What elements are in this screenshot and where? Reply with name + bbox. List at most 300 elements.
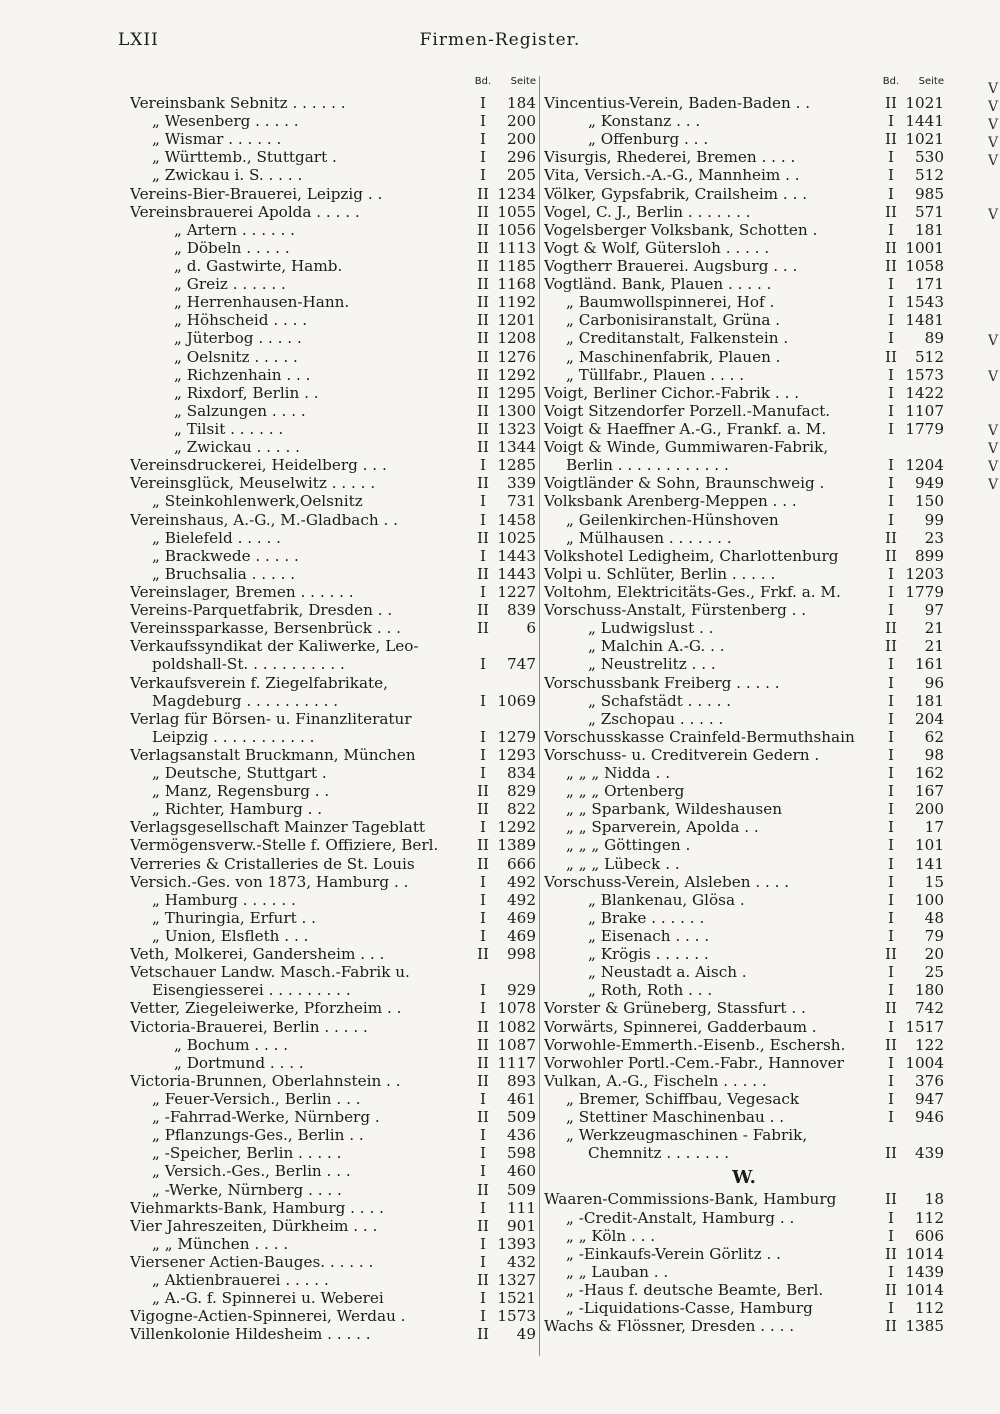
- entry-page: 829: [507, 782, 536, 801]
- entry-name: „ Neustadt a. Aisch .: [588, 963, 747, 982]
- entry-name: Vorster & Grüneberg, Stassfurt . .: [544, 999, 806, 1018]
- entry-volume: II: [885, 945, 897, 964]
- register-entry: [544, 257, 944, 275]
- register-entry: [544, 1190, 944, 1208]
- entry-page: 112: [915, 1299, 944, 1318]
- entry-name: „ Bremer, Schiffbau, Vegesack: [566, 1090, 800, 1109]
- entry-volume: I: [888, 800, 894, 819]
- entry-name: Vogelsberger Volksbank, Schotten .: [544, 220, 818, 239]
- entry-volume: II: [885, 546, 897, 565]
- entry-page: 893: [507, 1071, 536, 1090]
- entry-page: 598: [507, 1144, 536, 1163]
- entry-page: 606: [915, 1226, 944, 1245]
- entry-page: 17: [924, 818, 944, 837]
- entry-page: 512: [915, 166, 944, 185]
- register-entry: [544, 746, 944, 764]
- section-heading: W.: [732, 1167, 756, 1189]
- entry-name: „ d. Gastwirte, Hamb.: [174, 256, 343, 275]
- entry-page: 1300: [497, 401, 536, 420]
- register-entry: [130, 130, 536, 148]
- register-entry: [130, 275, 536, 293]
- entry-page: 141: [915, 854, 944, 873]
- entry-name: Vulkan, A.-G., Fischeln . . . . .: [544, 1071, 767, 1090]
- entry-volume: II: [477, 854, 489, 873]
- entry-page: 1117: [497, 1053, 536, 1072]
- entry-name: „ „ Sparbank, Wildeshausen: [566, 800, 782, 819]
- entry-volume: I: [888, 184, 894, 203]
- entry-name: „ Creditanstalt, Falkenstein .: [566, 329, 789, 348]
- entry-page: 23: [924, 528, 944, 547]
- entry-page: 100: [915, 890, 944, 909]
- bd-column-label: Bd.: [474, 76, 492, 87]
- entry-name: Vincentius-Verein, Baden-Baden . .: [544, 94, 811, 112]
- entry-page: 200: [507, 112, 536, 131]
- entry-volume: II: [477, 275, 489, 294]
- entry-name: „ Tüllfabr., Plauen . . . .: [566, 365, 745, 384]
- entry-name: „ Thuringia, Erfurt . .: [152, 908, 316, 927]
- register-entry: [544, 1108, 944, 1126]
- entry-name: „ Manz, Regensburg . .: [152, 782, 330, 801]
- entry-name: Volpi u. Schlüter, Berlin . . . . .: [544, 564, 776, 583]
- entry-page: 1055: [497, 202, 536, 221]
- register-entry: [130, 855, 536, 873]
- entry-name: Vorwärts, Spinnerei, Gadderbaum .: [544, 1017, 817, 1036]
- entry-volume: I: [888, 383, 894, 402]
- entry-volume: II: [477, 1035, 489, 1054]
- entry-page: 492: [507, 890, 536, 909]
- entry-page: 530: [915, 148, 944, 167]
- entry-volume: II: [477, 293, 489, 312]
- entry-name: „ Pflanzungs-Ges., Berlin . .: [152, 1126, 364, 1145]
- entry-page: 181: [915, 220, 944, 239]
- register-entry: [544, 402, 944, 420]
- entry-name: „ Brackwede . . . . .: [152, 546, 299, 565]
- entry-volume: I: [480, 999, 486, 1018]
- page-number: LXII: [118, 30, 159, 50]
- entry-page: 1443: [497, 546, 536, 565]
- register-entry: [130, 203, 536, 221]
- entry-volume: I: [888, 1108, 894, 1127]
- register-entry: [130, 945, 536, 963]
- entry-page: 1422: [905, 383, 944, 402]
- entry-page: 1204: [905, 456, 944, 475]
- entry-volume: I: [480, 112, 486, 131]
- entry-page: 200: [915, 800, 944, 819]
- entry-volume: II: [885, 637, 897, 656]
- entry-volume: I: [888, 275, 894, 294]
- entry-volume: I: [888, 1071, 894, 1090]
- register-entry: [544, 293, 944, 311]
- seite-column-label: Seite: [510, 76, 536, 87]
- register-entry: [544, 981, 944, 999]
- entry-volume: II: [477, 619, 489, 638]
- register-entry: [130, 818, 536, 836]
- register-entry: [544, 1036, 944, 1054]
- entry-name: Voigt & Haeffner A.-G., Frankf. a. M.: [544, 419, 827, 438]
- entry-name: Verreries & Cristalleries de St. Louis: [130, 854, 415, 873]
- entry-volume: I: [480, 492, 486, 511]
- entry-name: Vita, Versich.-A.-G., Mannheim . .: [544, 166, 800, 185]
- register-entry: [130, 764, 536, 782]
- entry-name: „ Deutsche, Stuttgart .: [152, 764, 327, 783]
- entry-name: „ Offenburg . . .: [588, 130, 709, 149]
- register-entry: [544, 818, 944, 836]
- entry-page: 731: [507, 492, 536, 511]
- entry-name: „ Union, Elsfleth . . .: [152, 927, 309, 946]
- entry-page: 1327: [497, 1271, 536, 1290]
- register-entry: [130, 438, 536, 456]
- edge-letter: V: [988, 81, 999, 97]
- register-entry: [130, 1235, 536, 1253]
- entry-name: Volkshotel Ledigheim, Charlottenburg: [544, 546, 839, 565]
- register-entry: [544, 728, 944, 746]
- entry-volume: I: [888, 1053, 894, 1072]
- entry-page: 181: [915, 691, 944, 710]
- entry-page: 1192: [497, 293, 536, 312]
- register-entry: [130, 583, 536, 601]
- entry-volume: II: [477, 329, 489, 348]
- register-entry: [544, 1090, 944, 1108]
- entry-volume: II: [477, 1271, 489, 1290]
- entry-page: 1021: [905, 130, 944, 149]
- entry-page: 469: [507, 908, 536, 927]
- entry-name: Vogtländ. Bank, Plauen . . . . .: [544, 275, 772, 294]
- entry-page: 460: [507, 1162, 536, 1181]
- entry-page: 18: [924, 1190, 944, 1209]
- register-entry: [544, 329, 944, 347]
- entry-name: „ „ München . . . .: [152, 1234, 289, 1253]
- entry-name: „ Aktienbrauerei . . . . .: [152, 1271, 329, 1290]
- entry-page: 180: [915, 981, 944, 1000]
- register-entry: [544, 511, 944, 529]
- register-entry: [544, 999, 944, 1017]
- entry-name: „ Konstanz . . .: [588, 112, 701, 131]
- entry-page: 48: [924, 908, 944, 927]
- entry-volume: I: [888, 673, 894, 692]
- entry-name: „ „ Köln . . .: [566, 1226, 656, 1245]
- entry-name: „ Neustrelitz . . .: [588, 655, 716, 674]
- register-entry: [130, 293, 536, 311]
- entry-name: Vogtherr Brauerei. Augsburg . . .: [544, 256, 798, 275]
- register-entry: [544, 963, 944, 981]
- entry-page: 171: [915, 275, 944, 294]
- register-entry: [544, 800, 944, 818]
- edge-letter: [988, 404, 1000, 422]
- entry-page: 96: [924, 673, 944, 692]
- register-entry: [130, 1144, 536, 1162]
- entry-name: „ Jüterbog . . . . .: [174, 329, 302, 348]
- entry-volume: I: [888, 1208, 894, 1227]
- edge-letter: [988, 224, 1000, 242]
- entry-volume: II: [477, 256, 489, 275]
- entry-name: Vereins-Bier-Brauerei, Leipzig . .: [130, 184, 383, 203]
- entry-volume: II: [885, 1190, 897, 1209]
- entry-page: 1078: [497, 999, 536, 1018]
- entry-volume: I: [480, 1253, 486, 1271]
- register-entry: [544, 655, 944, 673]
- entry-page: 1069: [497, 691, 536, 710]
- entry-page: 62: [924, 727, 944, 746]
- entry-name: Verlagsgesellschaft Mainzer Tageblatt: [130, 818, 426, 837]
- register-entry: [544, 547, 944, 565]
- entry-page: 1082: [497, 1017, 536, 1036]
- register-entry: [130, 674, 536, 692]
- column-divider: [539, 76, 540, 1356]
- edge-letter: V: [988, 99, 999, 115]
- entry-name: Vereinshaus, A.-G., M.-Gladbach . .: [130, 510, 398, 529]
- entry-volume: II: [477, 238, 489, 257]
- entry-name: „ Geilenkirchen-Hünshoven: [566, 510, 779, 529]
- entry-name: Vorschuss-Verein, Alsleben . . . .: [544, 872, 790, 891]
- register-entry: [130, 909, 536, 927]
- entry-volume: I: [480, 148, 486, 167]
- entry-page: 439: [915, 1144, 944, 1163]
- entry-page: 1517: [905, 1017, 944, 1036]
- entry-name: Volksbank Arenberg-Meppen . . .: [544, 492, 797, 511]
- register-entry: [544, 420, 944, 438]
- edge-letter: [988, 350, 1000, 368]
- entry-name: „ Höhscheid . . . .: [174, 311, 308, 330]
- entry-page: 376: [915, 1071, 944, 1090]
- entry-volume: II: [477, 438, 489, 457]
- entry-name: „ Brake . . . . . .: [588, 908, 705, 927]
- entry-name: „ „ „ Lübeck . .: [566, 854, 680, 873]
- entry-volume: II: [477, 601, 489, 620]
- entry-page: 1014: [905, 1281, 944, 1299]
- entry-volume: II: [477, 311, 489, 330]
- entry-name: Voigt, Berliner Cichor.-Fabrik . . .: [544, 383, 800, 402]
- adjacent-page-edge: [988, 80, 1000, 500]
- edge-letter: [988, 188, 1000, 206]
- entry-page: 296: [507, 148, 536, 167]
- entry-name: Verlag für Börsen- u. Finanzliteratur: [130, 709, 412, 728]
- register-entry: [130, 311, 536, 329]
- entry-name: poldshall-St. . . . . . . . . . .: [152, 655, 345, 674]
- entry-page: 1344: [497, 438, 536, 457]
- entry-page: 1389: [497, 836, 536, 855]
- entry-page: 947: [915, 1090, 944, 1109]
- entry-page: 1185: [497, 256, 536, 275]
- edge-letter: V: [988, 135, 999, 151]
- entry-name: Vereinsglück, Meuselwitz . . . . .: [130, 474, 376, 493]
- edge-letter: [988, 242, 1000, 260]
- entry-name: „ Roth, Roth . . .: [588, 981, 713, 1000]
- entry-page: 1208: [497, 329, 536, 348]
- entry-volume: I: [888, 872, 894, 891]
- entry-page: 1779: [905, 419, 944, 438]
- entry-volume: II: [477, 528, 489, 547]
- entry-volume: II: [885, 347, 897, 366]
- register-entry: [544, 1209, 944, 1227]
- entry-volume: I: [888, 293, 894, 312]
- entry-page: 101: [915, 836, 944, 855]
- entry-volume: I: [480, 872, 486, 891]
- entry-page: 150: [915, 492, 944, 511]
- register-entry: [130, 601, 536, 619]
- edge-letter: [988, 170, 1000, 188]
- entry-volume: I: [888, 582, 894, 601]
- register-entry: [130, 492, 536, 510]
- entry-volume: I: [480, 691, 486, 710]
- register-entry: [544, 565, 944, 583]
- entry-volume: I: [480, 1234, 486, 1253]
- entry-page: 15: [924, 872, 944, 891]
- left-column-header: [130, 76, 536, 94]
- entry-volume: II: [477, 1071, 489, 1090]
- entry-page: 1004: [905, 1053, 944, 1072]
- entry-page: 99: [924, 510, 944, 529]
- register-entry: [130, 94, 536, 112]
- register-entry: [544, 94, 944, 112]
- entry-name: „ -Credit-Anstalt, Hamburg . .: [566, 1208, 795, 1227]
- entry-name: „ -Fahrrad-Werke, Nürnberg .: [152, 1108, 380, 1127]
- register-entry: [130, 782, 536, 800]
- register-entry: [130, 529, 536, 547]
- entry-name: „ Zschopau . . . . .: [588, 709, 724, 728]
- entry-volume: II: [885, 130, 897, 149]
- entry-name: „ Zwickau . . . . .: [174, 438, 300, 457]
- entry-page: 1779: [905, 582, 944, 601]
- entry-page: 1295: [497, 383, 536, 402]
- register-entry: [544, 1281, 944, 1299]
- entry-page: 1292: [497, 365, 536, 384]
- entry-volume: II: [477, 474, 489, 493]
- entry-name: „ Maschinenfabrik, Plauen .: [566, 347, 781, 366]
- register-entry: [130, 384, 536, 402]
- register-entry: [544, 529, 944, 547]
- entry-volume: I: [888, 510, 894, 529]
- entry-volume: II: [477, 220, 489, 239]
- register-entry: [130, 257, 536, 275]
- entry-name: „ Malchin A.-G. . .: [588, 637, 725, 656]
- entry-name: Chemnitz . . . . . . .: [588, 1144, 730, 1163]
- entry-volume: I: [888, 655, 894, 674]
- entry-volume: I: [480, 1307, 486, 1326]
- entry-page: 901: [507, 1216, 536, 1235]
- entry-volume: I: [888, 166, 894, 185]
- entry-name: „ Bruchsalia . . . . .: [152, 564, 296, 583]
- register-entry: [130, 112, 536, 130]
- entry-page: 571: [915, 202, 944, 221]
- entry-volume: I: [888, 981, 894, 1000]
- entry-name: Vermögensverw.-Stelle f. Offiziere, Berl.: [130, 836, 439, 855]
- entry-page: 1292: [497, 818, 536, 837]
- register-entry: [130, 221, 536, 239]
- entry-name: „ Rixdorf, Berlin . .: [174, 383, 319, 402]
- entry-volume: I: [888, 691, 894, 710]
- entry-name: „ Greiz . . . . . .: [174, 275, 286, 294]
- entry-page: 1443: [497, 564, 536, 583]
- entry-page: 1385: [905, 1317, 944, 1336]
- register-entry: [130, 239, 536, 257]
- entry-page: 509: [507, 1108, 536, 1127]
- entry-name: „ Schafstädt . . . . .: [588, 691, 732, 710]
- register-entry: [130, 619, 536, 637]
- entry-name: „ Bielefeld . . . . .: [152, 528, 282, 547]
- register-entry: [544, 474, 944, 492]
- entry-page: 1293: [497, 745, 536, 764]
- register-entry: [544, 891, 944, 909]
- edge-letter: [988, 278, 1000, 296]
- entry-name: „ Württemb., Stuttgart .: [152, 148, 337, 167]
- register-entry: [130, 963, 536, 981]
- entry-volume: II: [477, 401, 489, 420]
- entry-page: 1481: [905, 311, 944, 330]
- register-entry: [130, 148, 536, 166]
- entry-page: 204: [915, 709, 944, 728]
- edge-letter: V: [988, 333, 999, 349]
- entry-volume: I: [888, 419, 894, 438]
- register-entry: [130, 836, 536, 854]
- entry-volume: I: [480, 1090, 486, 1109]
- entry-name: Vetschauer Landw. Masch.-Fabrik u.: [130, 963, 410, 982]
- entry-page: 747: [507, 655, 536, 674]
- left-entries: [130, 94, 536, 1344]
- register-entry: [544, 384, 944, 402]
- entry-volume: II: [477, 184, 489, 203]
- entry-volume: I: [480, 1126, 486, 1145]
- register-entry: [130, 547, 536, 565]
- register-entry: [130, 728, 536, 746]
- register-entry: [544, 1245, 944, 1263]
- entry-name: Voigtländer & Sohn, Braunschweig .: [544, 474, 825, 493]
- entry-name: „ Döbeln . . . . .: [174, 238, 290, 257]
- seite-column-label: Seite: [918, 76, 944, 87]
- entry-page: 200: [507, 130, 536, 149]
- entry-volume: I: [888, 1017, 894, 1036]
- entry-page: 1458: [497, 510, 536, 529]
- entry-volume: I: [888, 927, 894, 946]
- register-entry: [544, 311, 944, 329]
- register-entry: [130, 746, 536, 764]
- entry-page: 205: [507, 166, 536, 185]
- entry-page: 822: [507, 800, 536, 819]
- entry-page: 161: [915, 655, 944, 674]
- entry-page: 949: [915, 474, 944, 493]
- entry-volume: I: [480, 546, 486, 565]
- register-entry: [130, 1307, 536, 1325]
- register-entry: [544, 836, 944, 854]
- entry-name: „ „ „ Nidda . .: [566, 764, 671, 783]
- entry-volume: I: [480, 94, 486, 112]
- register-entry: [130, 981, 536, 999]
- entry-page: 461: [507, 1090, 536, 1109]
- register-entry: [544, 438, 944, 456]
- entry-volume: I: [888, 1262, 894, 1281]
- register-entry: [544, 1054, 944, 1072]
- entry-page: 1393: [497, 1234, 536, 1253]
- bd-column-label: Bd.: [882, 76, 900, 87]
- entry-page: 98: [924, 745, 944, 764]
- register-entry: [130, 1181, 536, 1199]
- entry-name: Vereins-Parquetfabrik, Dresden . .: [130, 601, 393, 620]
- entry-page: 1113: [497, 238, 536, 257]
- right-entries: [544, 94, 944, 1335]
- register-entry: [544, 203, 944, 221]
- entry-name: Verlagsanstalt Bruckmann, München: [130, 745, 416, 764]
- register-entry: [544, 185, 944, 203]
- entry-name: Vereinsdruckerei, Heidelberg . . .: [130, 456, 387, 475]
- register-entry: [544, 166, 944, 184]
- register-entry: [544, 366, 944, 384]
- entry-page: 834: [507, 764, 536, 783]
- entry-page: 929: [507, 981, 536, 1000]
- edge-letter: V: [988, 207, 999, 223]
- register-entry: [544, 1263, 944, 1281]
- entry-name: Vogt & Wolf, Gütersloh . . . . .: [544, 238, 770, 257]
- entry-volume: II: [477, 1180, 489, 1199]
- entry-name: „ Bochum . . . .: [174, 1035, 289, 1054]
